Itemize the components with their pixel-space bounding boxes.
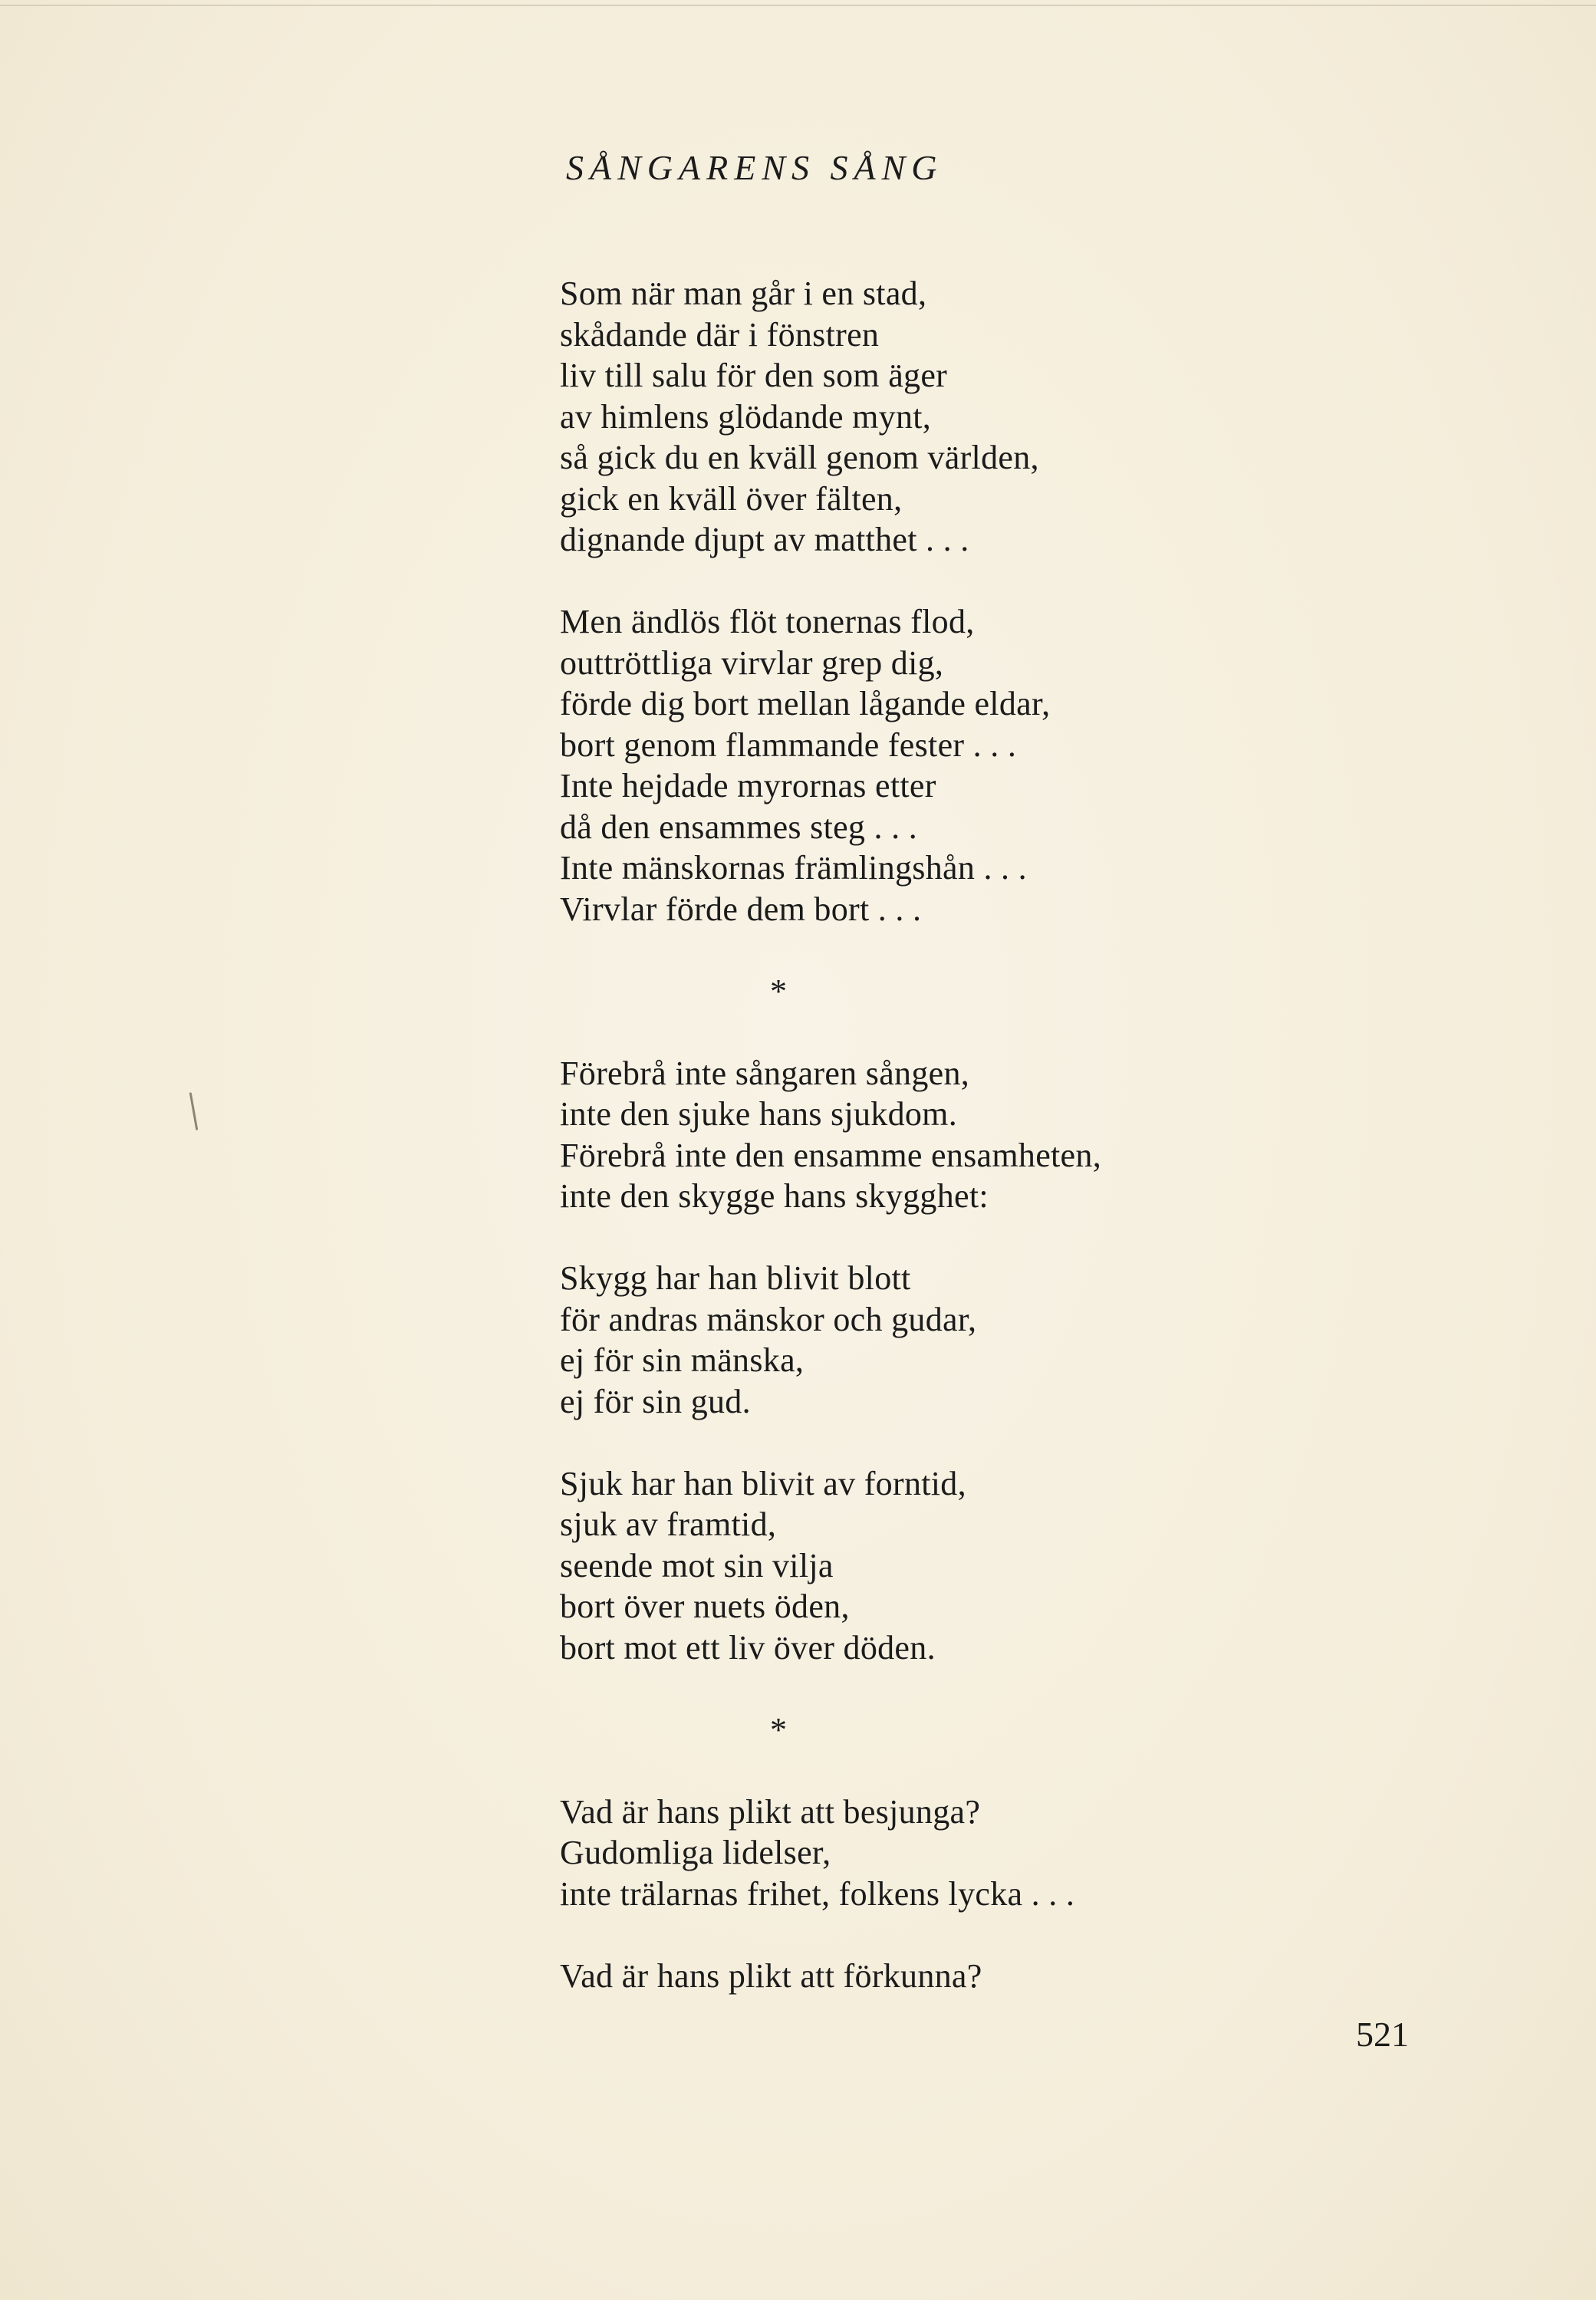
poem-line: av himlens glödande mynt, [560, 397, 932, 436]
page-number: 521 [1356, 2015, 1409, 2054]
stanza [560, 1258, 1557, 1422]
poem-line: liv till salu för den som äger [560, 357, 948, 394]
stanza [560, 1463, 1557, 1669]
poem-line: så gick du en kväll genom världen, [560, 439, 1039, 476]
poem-line: Vad är hans plikt att besjunga? [560, 1792, 981, 1831]
poem-line: inte den sjuke hans sjukdom. [560, 1095, 958, 1133]
poem-line: ej för sin gud. [560, 1382, 751, 1420]
poem-line: Förebrå inte den ensamme ensamheten, [560, 1136, 1101, 1174]
stanza-gap [560, 1422, 1557, 1463]
stanza [560, 1792, 1557, 1915]
poem-line: inte trälarnas frihet, folkens lycka . . . [560, 1874, 1075, 1913]
poem-body [560, 273, 1557, 1996]
stanza [560, 1956, 1557, 1997]
poem-line: gick en kväll över fälten, [560, 479, 903, 518]
stanza-gap [560, 1668, 1557, 1709]
poem-line: Vad är hans plikt att förkunna? [560, 1956, 982, 1995]
stanza-gap [560, 930, 1557, 971]
poem-line: Skygg har han blivit blott [560, 1259, 911, 1297]
poem-line: Virvlar förde dem bort . . . [560, 890, 922, 928]
stanza-gap [560, 1914, 1557, 1956]
stanza-gap [560, 1012, 1557, 1053]
stanza-gap [560, 1750, 1557, 1792]
poem-line: sjuk av framtid, [560, 1505, 777, 1543]
stanza-gap [560, 1217, 1557, 1259]
poem-line: outtröttliga virvlar grep dig, [560, 643, 944, 682]
poem-line: för andras mänskor och gudar, [560, 1300, 977, 1338]
stanza-gap [560, 561, 1557, 602]
stanza [560, 1053, 1557, 1217]
stanza [560, 273, 1557, 561]
page-top-edge [0, 5, 1596, 6]
poem-line: då den ensammes steg . . . [560, 808, 918, 846]
poem-line: Men ändlös flöt tonernas flod, [560, 603, 975, 640]
poem-line: inte den skygge hans skygghet: [560, 1177, 989, 1215]
poem-line: dignande djupt av matthet . . . [560, 521, 969, 558]
poem-line: bort genom flammande fester . . . [560, 726, 1017, 764]
poem-line: Inte mänskornas främlingshån . . . [560, 849, 1027, 887]
poem-line: ej för sin mänska, [560, 1341, 805, 1379]
poem-line: bort över nuets öden, [560, 1588, 850, 1625]
poem-line: seende mot sin vilja [560, 1546, 834, 1584]
section-separator: * [770, 1710, 787, 1749]
section-separator: * [770, 972, 787, 1010]
poem-title: SÅNGARENS SÅNG [566, 148, 943, 187]
poem-line: Som när man går i en stad, [560, 275, 927, 312]
poem-line: Förebrå inte sångaren sången, [560, 1054, 970, 1092]
poem-line: Sjuk har han blivit av forntid, [560, 1464, 966, 1502]
poem-line: skådande där i fönstren [560, 315, 880, 354]
stanza [560, 601, 1557, 930]
poem-line: förde dig bort mellan lågande eldar, [560, 685, 1051, 722]
poem-line: Gudomliga lidelser, [560, 1834, 831, 1871]
margin-mark [189, 1092, 199, 1130]
poem-line: Inte hejdade myrornas etter [560, 767, 936, 805]
poem-line: bort mot ett liv över döden. [560, 1628, 936, 1667]
